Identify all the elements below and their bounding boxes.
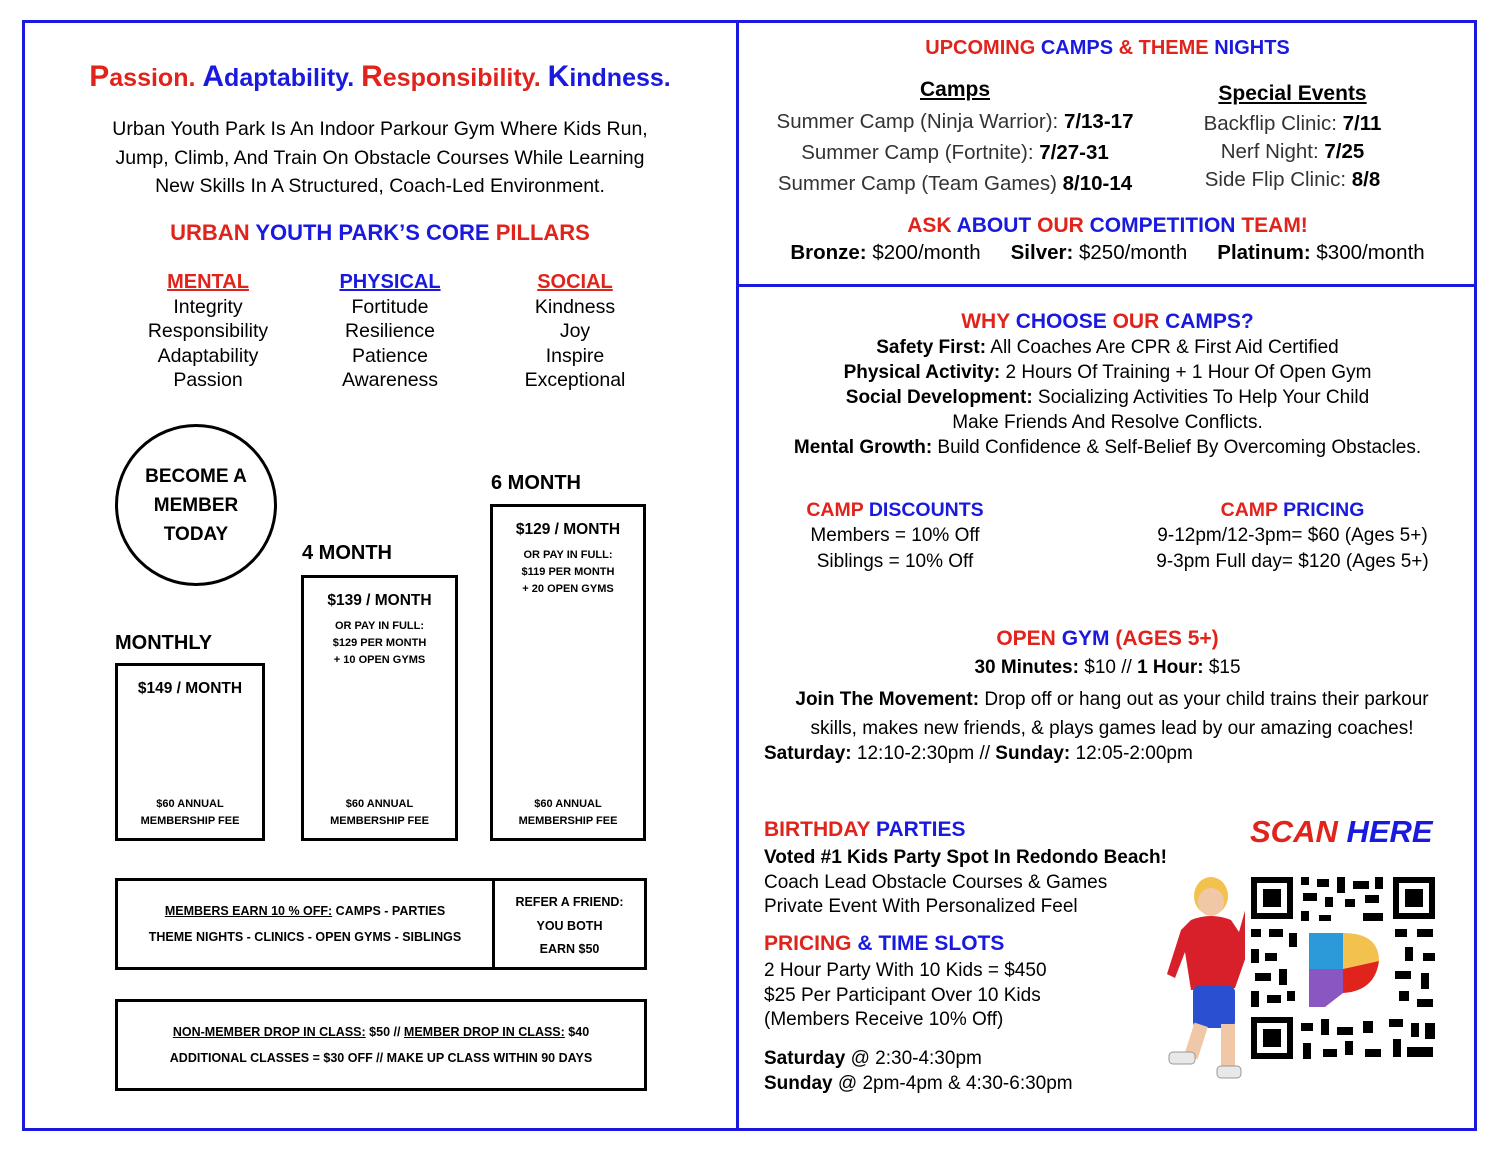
camp-item: Summer Camp (Ninja Warrior): 7/13-17 (776, 110, 1134, 133)
birthday-parties-heading: BIRTHDAY PARTIES (764, 818, 966, 841)
why-camps-heading: WHY CHOOSE OUR CAMPS? (961, 310, 1254, 333)
intro-line: Urban Youth Park Is An Indoor Parkour Gym Where Kids Run, (112, 118, 648, 140)
drop-in-box: NON-MEMBER DROP IN CLASS: $50 // MEMBER DROP IN CLASS: $40 ADDITIONAL CLASSES = $30 OFF // MAKE UP CLASS WITHIN 90 DAYS (115, 999, 647, 1091)
camp-pricing-heading: CAMP PRICING (1220, 499, 1365, 521)
intro-line: New Skills In A Structured, Coach-Led Environment. (155, 175, 605, 197)
perks-lead: MEMBERS EARN 10 % OFF: (164, 904, 333, 918)
pillar-item: Joy (559, 320, 591, 342)
motto-word-responsibility: Responsibility. (361, 60, 541, 93)
plan-alt-pricing: OR PAY IN FULL: $119 PER MONTH + 20 OPEN GYMS (521, 549, 615, 595)
competition-tiers (740, 241, 1475, 265)
pillars-title: URBAN YOUTH PARK’S CORE PILLARS (170, 220, 590, 245)
events-list (1180, 110, 1405, 194)
plan-fee: $60 ANNUAL MEMBERSHIP FEE (518, 798, 618, 827)
pillar-item: Fortitude (351, 295, 429, 318)
tier-bronze: Bronze: $200/month (790, 241, 981, 264)
why-camps-list: Safety First: All Coaches Are CPR & First Aid Certified Physical Activity: 2 Hours Of Training + 1 Hour Of Open Gym Social Development: Socializing Activities To Help Your Child Make Friends And Resolve Conflicts. Mental Growth: Build Confidence & Self-Belief By Overcoming Obstacles. (793, 337, 1422, 458)
competition-team-heading: ASK ABOUT OUR COMPETITION TEAM! (907, 214, 1308, 237)
camps-title: UPCOMING CAMPS & THEME NIGHTS (925, 37, 1290, 59)
plan-price: $129 / MONTH (515, 521, 621, 538)
plan-price: $149 / MONTH (137, 680, 243, 697)
tier-silver: Silver: $250/month (1010, 241, 1188, 264)
motto-word-adaptability: Adaptability. (202, 60, 355, 93)
plan-title-6-month: 6 MONTH (491, 472, 581, 494)
camp-discounts-list: Members = 10% Off Siblings = 10% Off (810, 525, 980, 572)
event-item: Nerf Night: 7/25 (1220, 140, 1365, 163)
pillar-item: Exceptional (524, 369, 626, 391)
pillar-item: Kindness (534, 295, 616, 318)
motto-word-passion: Passion. (89, 60, 196, 93)
pillar-item: Passion (173, 369, 243, 391)
tier-platinum: Platinum: $300/month (1217, 241, 1425, 264)
pillar-item: Inspire (545, 344, 605, 367)
pillar-social (485, 270, 665, 393)
plan-fee: $60 ANNUAL MEMBERSHIP FEE (140, 798, 240, 827)
pillar-item: Awareness (341, 369, 439, 391)
pillar-heading: MENTAL (167, 271, 249, 293)
motto-word-kindness: Kindness. (547, 60, 671, 93)
refer-friend-box: REFER A FRIEND: YOU BOTH EARN $50 (492, 878, 647, 970)
pillar-item: Resilience (345, 320, 435, 342)
plan-fee: $60 ANNUAL MEMBERSHIP FEE (330, 798, 429, 827)
plan-price: $139 / MONTH (327, 592, 432, 609)
birthday-details: Voted #1 Kids Party Spot In Redondo Beach! Coach Lead Obstacle Courses & Games Private Event With Personalized Feel (764, 847, 1167, 917)
member-perks-box: MEMBERS EARN 10 % OFF: CAMPS - PARTIES THEME NIGHTS - CLINICS - OPEN GYMS - SIBLINGS (115, 878, 495, 970)
plan-card-4-month (301, 575, 458, 841)
scan-here-label: SCAN HERE (1250, 814, 1433, 849)
plan-card-6-month (490, 504, 646, 841)
pillar-item: Adaptability (157, 344, 259, 367)
pillar-heading: PHYSICAL (339, 271, 441, 293)
camp-pricing-list: 9-12pm/12-3pm= $60 (Ages 5+) 9-3pm Full day= $120 (Ages 5+) (1156, 525, 1429, 572)
motto-heading (40, 60, 720, 94)
event-item: Backflip Clinic: 7/11 (1203, 112, 1382, 135)
open-gym-description: Join The Movement: Drop off or hang out as your child trains their parkour skills, makes new friends, & plays games lead by our amazing coaches! (795, 689, 1429, 739)
plan-alt-pricing: OR PAY IN FULL: $129 PER MONTH + 10 OPEN GYMS (332, 620, 427, 666)
open-gym-heading: OPEN GYM (AGES 5+) (996, 627, 1219, 650)
perks-line: THEME NIGHTS - CLINICS - OPEN GYMS - SIBLINGS (148, 930, 462, 944)
intro-paragraph (60, 115, 700, 201)
pillar-heading: SOCIAL (537, 271, 613, 293)
open-gym-hours: Saturday: 12:10-2:30pm // Sunday: 12:05-2:00pm (764, 743, 1193, 764)
pillar-item: Integrity (173, 295, 243, 318)
events-heading: Special Events (1218, 82, 1367, 105)
camp-discounts-heading: CAMP DISCOUNTS (806, 499, 984, 521)
event-item: Side Flip Clinic: 8/8 (1204, 168, 1381, 191)
become-member-badge: BECOME A MEMBER TODAY (115, 424, 277, 586)
plan-title-4-month: 4 MONTH (302, 542, 392, 564)
pillar-physical (300, 270, 480, 393)
party-pricing-list: 2 Hour Party With 10 Kids = $450 $25 Per Participant Over 10 Kids (Members Receive 10% Off) (764, 960, 1047, 1030)
qr-code[interactable] (1245, 873, 1441, 1063)
camps-heading: Camps (919, 78, 991, 101)
camps-list (745, 106, 1165, 199)
intro-line: Jump, Climb, And Train On Obstacle Courses While Learning (115, 146, 645, 169)
camp-item: Summer Camp (Fortnite): 7/27-31 (801, 141, 1109, 164)
pillar-item: Patience (352, 344, 428, 367)
plan-title-monthly: MONTHLY (115, 632, 213, 654)
pillar-item: Responsibility (147, 320, 269, 342)
plan-card-monthly (115, 663, 265, 841)
pillar-mental (118, 270, 298, 393)
party-pricing-heading: PRICING & TIME SLOTS (764, 932, 1005, 955)
camp-item: Summer Camp (Team Games) 8/10-14 (777, 172, 1133, 195)
open-gym-prices: 30 Minutes: $10 // 1 Hour: $15 (974, 657, 1241, 678)
party-time-slots: Saturday @ 2:30-4:30pm Sunday @ 2pm-4pm & 4:30-6:30pm (764, 1048, 1073, 1094)
